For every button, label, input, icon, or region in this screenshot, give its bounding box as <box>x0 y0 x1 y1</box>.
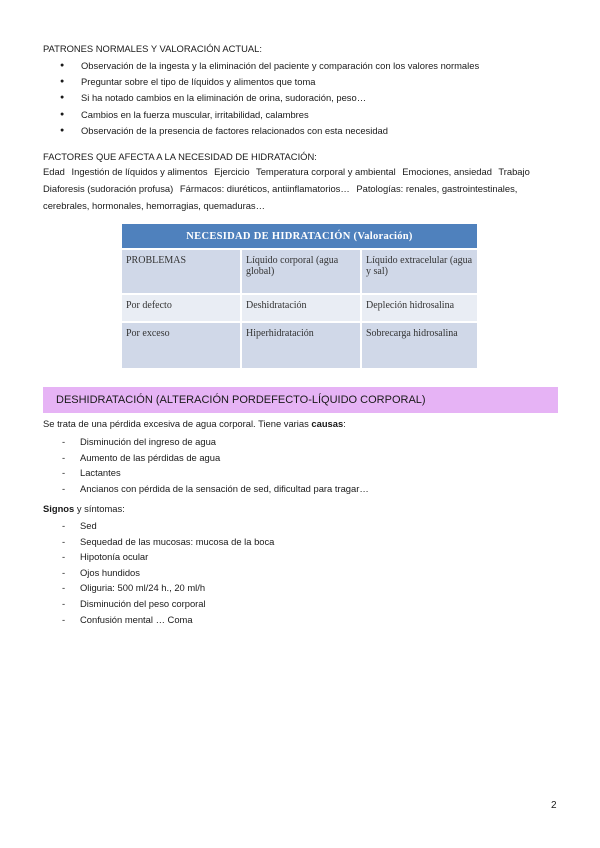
factor-item: Emociones, ansiedad <box>402 166 492 177</box>
factor-item: Fármacos: diuréticos, antiinflamatorios… <box>179 183 350 194</box>
list-item: - Hipotonía ocular <box>62 549 274 565</box>
factores-paragraph <box>43 163 563 214</box>
list-item: - Disminución del peso corporal <box>62 596 274 612</box>
factor-item: Ejercicio <box>214 166 250 177</box>
table-cell: Depleción hidrosalina <box>361 294 477 322</box>
list-item: ● Si ha notado cambios en la eliminación de orina, sudoración, peso… <box>60 90 479 106</box>
causas-intro-text: Se trata de una pérdida excesiva de agua corporal. Tiene varias <box>43 418 312 429</box>
table-row <box>122 322 477 369</box>
factor-item: Edad <box>43 166 65 177</box>
patrones-list <box>60 58 479 139</box>
list-item: - Disminución del ingreso de agua <box>62 434 369 450</box>
list-item: - Confusión mental … Coma <box>62 612 274 628</box>
factor-item: Ingestión de líquidos y alimentos <box>71 166 208 177</box>
table-title: NECESIDAD DE HIDRATACIÓN (Valoración) <box>122 224 477 249</box>
list-item: - Aumento de las pérdidas de agua <box>62 450 369 466</box>
factor-item: Patologías: renales, gastrointestinales, cerebrales, hormonales, hemorragias, quemaduras… <box>43 183 518 211</box>
table-cell: Por defecto <box>122 294 241 322</box>
table-cell: Líquido corporal (agua global) <box>241 249 361 294</box>
list-item: - Oliguria: 500 ml/24 h., 20 ml/h <box>62 580 274 596</box>
table-row <box>122 294 477 322</box>
factor-item: Diaforesis (sudoración profusa) <box>43 183 174 194</box>
hydration-table <box>122 224 477 370</box>
table-cell: Por exceso <box>122 322 241 369</box>
list-item: - Sed <box>62 518 274 534</box>
table-cell: Líquido extracelular (agua y sal) <box>361 249 477 294</box>
list-item: ● Preguntar sobre el tipo de líquidos y alimentos que toma <box>60 74 479 90</box>
table-cell: Deshidratación <box>241 294 361 322</box>
list-item: - Ancianos con pérdida de la sensación de sed, dificultad para tragar… <box>62 481 369 497</box>
list-item: - Sequedad de las mucosas: mucosa de la boca <box>62 534 274 550</box>
list-item: ● Observación de la ingesta y la eliminación del paciente y comparación con los valores normales <box>60 58 479 74</box>
table-cell: Sobrecarga hidrosalina <box>361 322 477 369</box>
list-item: ● Cambios en la fuerza muscular, irritabilidad, calambres <box>60 107 479 123</box>
factores-heading: FACTORES QUE AFECTA A LA NECESIDAD DE HIDRATACIÓN: <box>43 151 317 162</box>
patrones-heading: PATRONES NORMALES Y VALORACIÓN ACTUAL: <box>43 43 262 54</box>
causas-intro-bold: causas <box>311 418 344 429</box>
signos-heading <box>43 503 125 514</box>
signos-heading-bold: Signos <box>43 503 75 514</box>
table-cell: PROBLEMAS <box>122 249 241 294</box>
signos-list <box>62 518 274 627</box>
signos-heading-rest: y síntomas: <box>74 503 125 514</box>
table-row <box>122 249 477 294</box>
causas-list <box>62 434 369 496</box>
causas-intro <box>43 418 346 429</box>
list-item: - Ojos hundidos <box>62 565 274 581</box>
factor-item: Trabajo <box>498 166 530 177</box>
table-cell: Hiperhidratación <box>241 322 361 369</box>
page-number: 2 <box>551 800 557 811</box>
section-banner <box>43 387 558 413</box>
factor-item: Temperatura corporal y ambiental <box>256 166 396 177</box>
list-item: ● Observación de la presencia de factores relacionados con esta necesidad <box>60 123 479 139</box>
list-item: - Lactantes <box>62 465 369 481</box>
section-title: DESHIDRATACIÓN (ALTERACIÓN PORDEFECTO-LÍQUIDO CORPORAL) <box>56 394 426 406</box>
causas-intro-end: : <box>343 418 346 429</box>
